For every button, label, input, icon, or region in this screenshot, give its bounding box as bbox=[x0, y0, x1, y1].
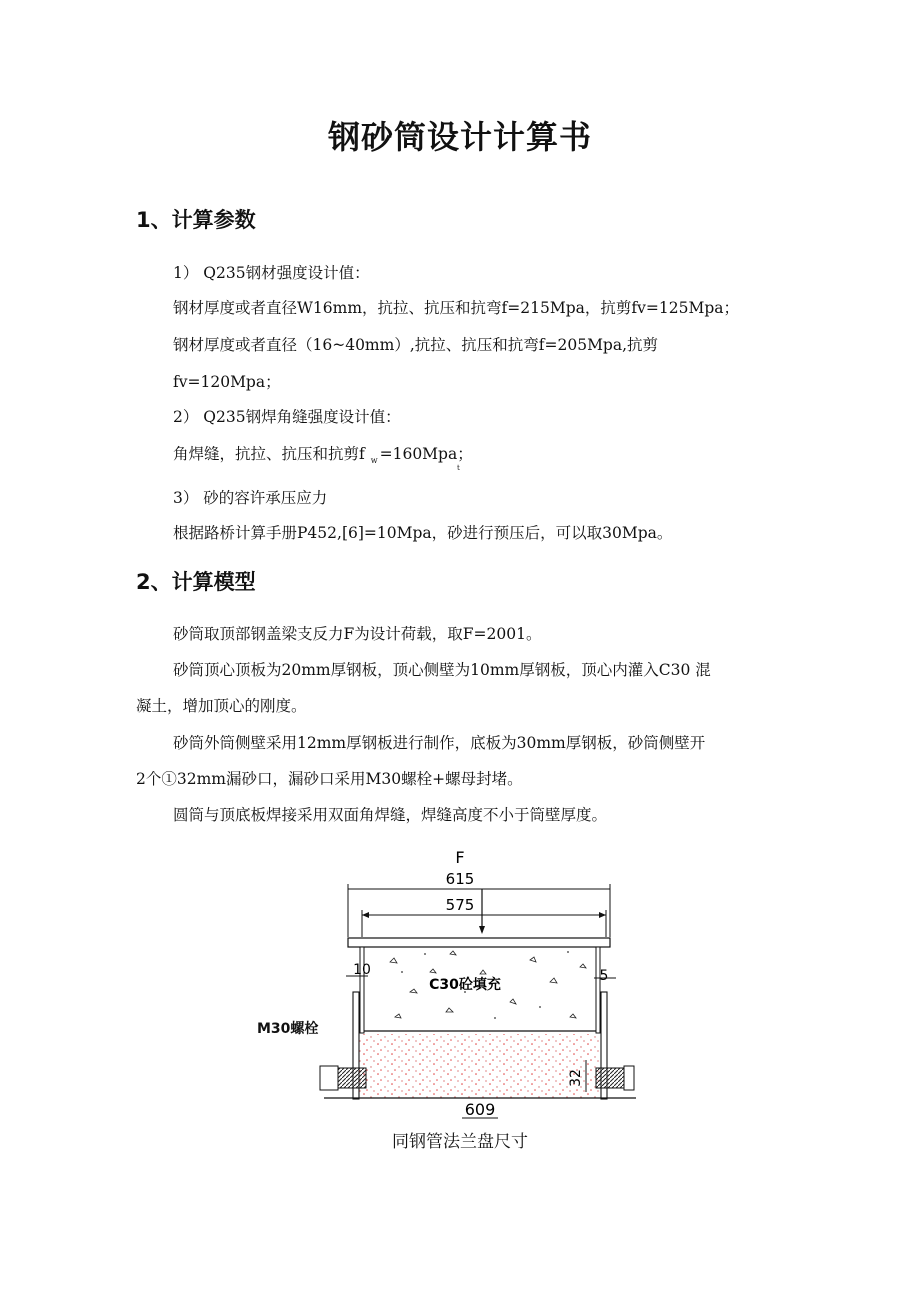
section-1-heading: 1、计算参数 bbox=[136, 208, 256, 232]
paragraph-line: 砂筒取顶部钢盖梁支反力F为设计荷载，取F=2001。 bbox=[173, 625, 542, 643]
item-3-label: 3） 砂的容许承压应力 bbox=[173, 489, 328, 507]
paragraph-line: 2个①32mm漏砂口，漏砂口采用M30螺栓+螺母封堵。 bbox=[136, 770, 523, 788]
bolt-right bbox=[596, 1066, 634, 1090]
paragraph-line: 砂筒顶心顶板为20mm厚钢板，顶心侧壁为10mm厚钢板，顶心内灌入C30 混 bbox=[173, 661, 711, 679]
fill-label: C30砼填充 bbox=[429, 977, 501, 993]
top-plate bbox=[348, 938, 610, 947]
bolt-label: M30螺栓 bbox=[257, 1021, 319, 1037]
dim-10-label: 10 bbox=[353, 962, 371, 978]
dim-615-label: 615 bbox=[445, 870, 475, 888]
weld-subscript: w bbox=[370, 456, 378, 465]
section-2-heading: 2、计算模型 bbox=[136, 570, 256, 594]
stray-mark: t bbox=[457, 464, 460, 472]
paragraph-line: 钢材厚度或者直径W16mm，抗拉、抗压和抗弯f=215Mpa，抗剪fv=125Mpa； bbox=[173, 299, 739, 317]
weld-text-b: =160Mpa； bbox=[379, 445, 473, 463]
paragraph-line: 砂筒外筒侧壁采用12mm厚钢板进行制作，底板为30mm厚钢板，砂筒侧壁开 bbox=[173, 734, 706, 752]
item-1-label: 1） Q235钢材强度设计值： bbox=[173, 264, 370, 282]
dim-32-label: 32 bbox=[568, 1069, 584, 1087]
dim-5-label: 5 bbox=[599, 968, 609, 984]
force-label: F bbox=[455, 848, 465, 867]
paragraph-line: 圆筒与顶底板焊接采用双面角焊缝，焊缝高度不小于筒壁厚度。 bbox=[173, 806, 608, 824]
weld-text-a: 角焊缝，抗拉、抗压和抗剪f bbox=[173, 445, 365, 463]
dim-575-label: 575 bbox=[445, 896, 475, 914]
sand-fill bbox=[359, 1034, 601, 1098]
paragraph-line: 凝土，增加顶心的刚度。 bbox=[136, 697, 307, 715]
paragraph-line: 钢材厚度或者直径（16~40mm）,抗拉、抗压和抗弯f=205Mpa,抗剪 bbox=[173, 336, 659, 354]
item-2-label: 2） Q235钢焊角缝强度设计值： bbox=[173, 408, 401, 426]
figure-caption: 同钢管法兰盘尺寸 bbox=[392, 1132, 528, 1152]
page-title: 钢砂筒设计计算书 bbox=[327, 118, 592, 156]
paragraph-line: 根据路桥计算手册P452,[6]=10Mpa，砂进行预压后，可以取30Mpa。 bbox=[173, 524, 673, 542]
dim-609-label: 609 bbox=[464, 1100, 496, 1119]
paragraph-line: fv=120Mpa； bbox=[173, 373, 281, 391]
bolt-left bbox=[320, 1066, 366, 1090]
sand-cylinder-diagram bbox=[250, 842, 670, 1152]
paragraph-line bbox=[173, 442, 473, 465]
